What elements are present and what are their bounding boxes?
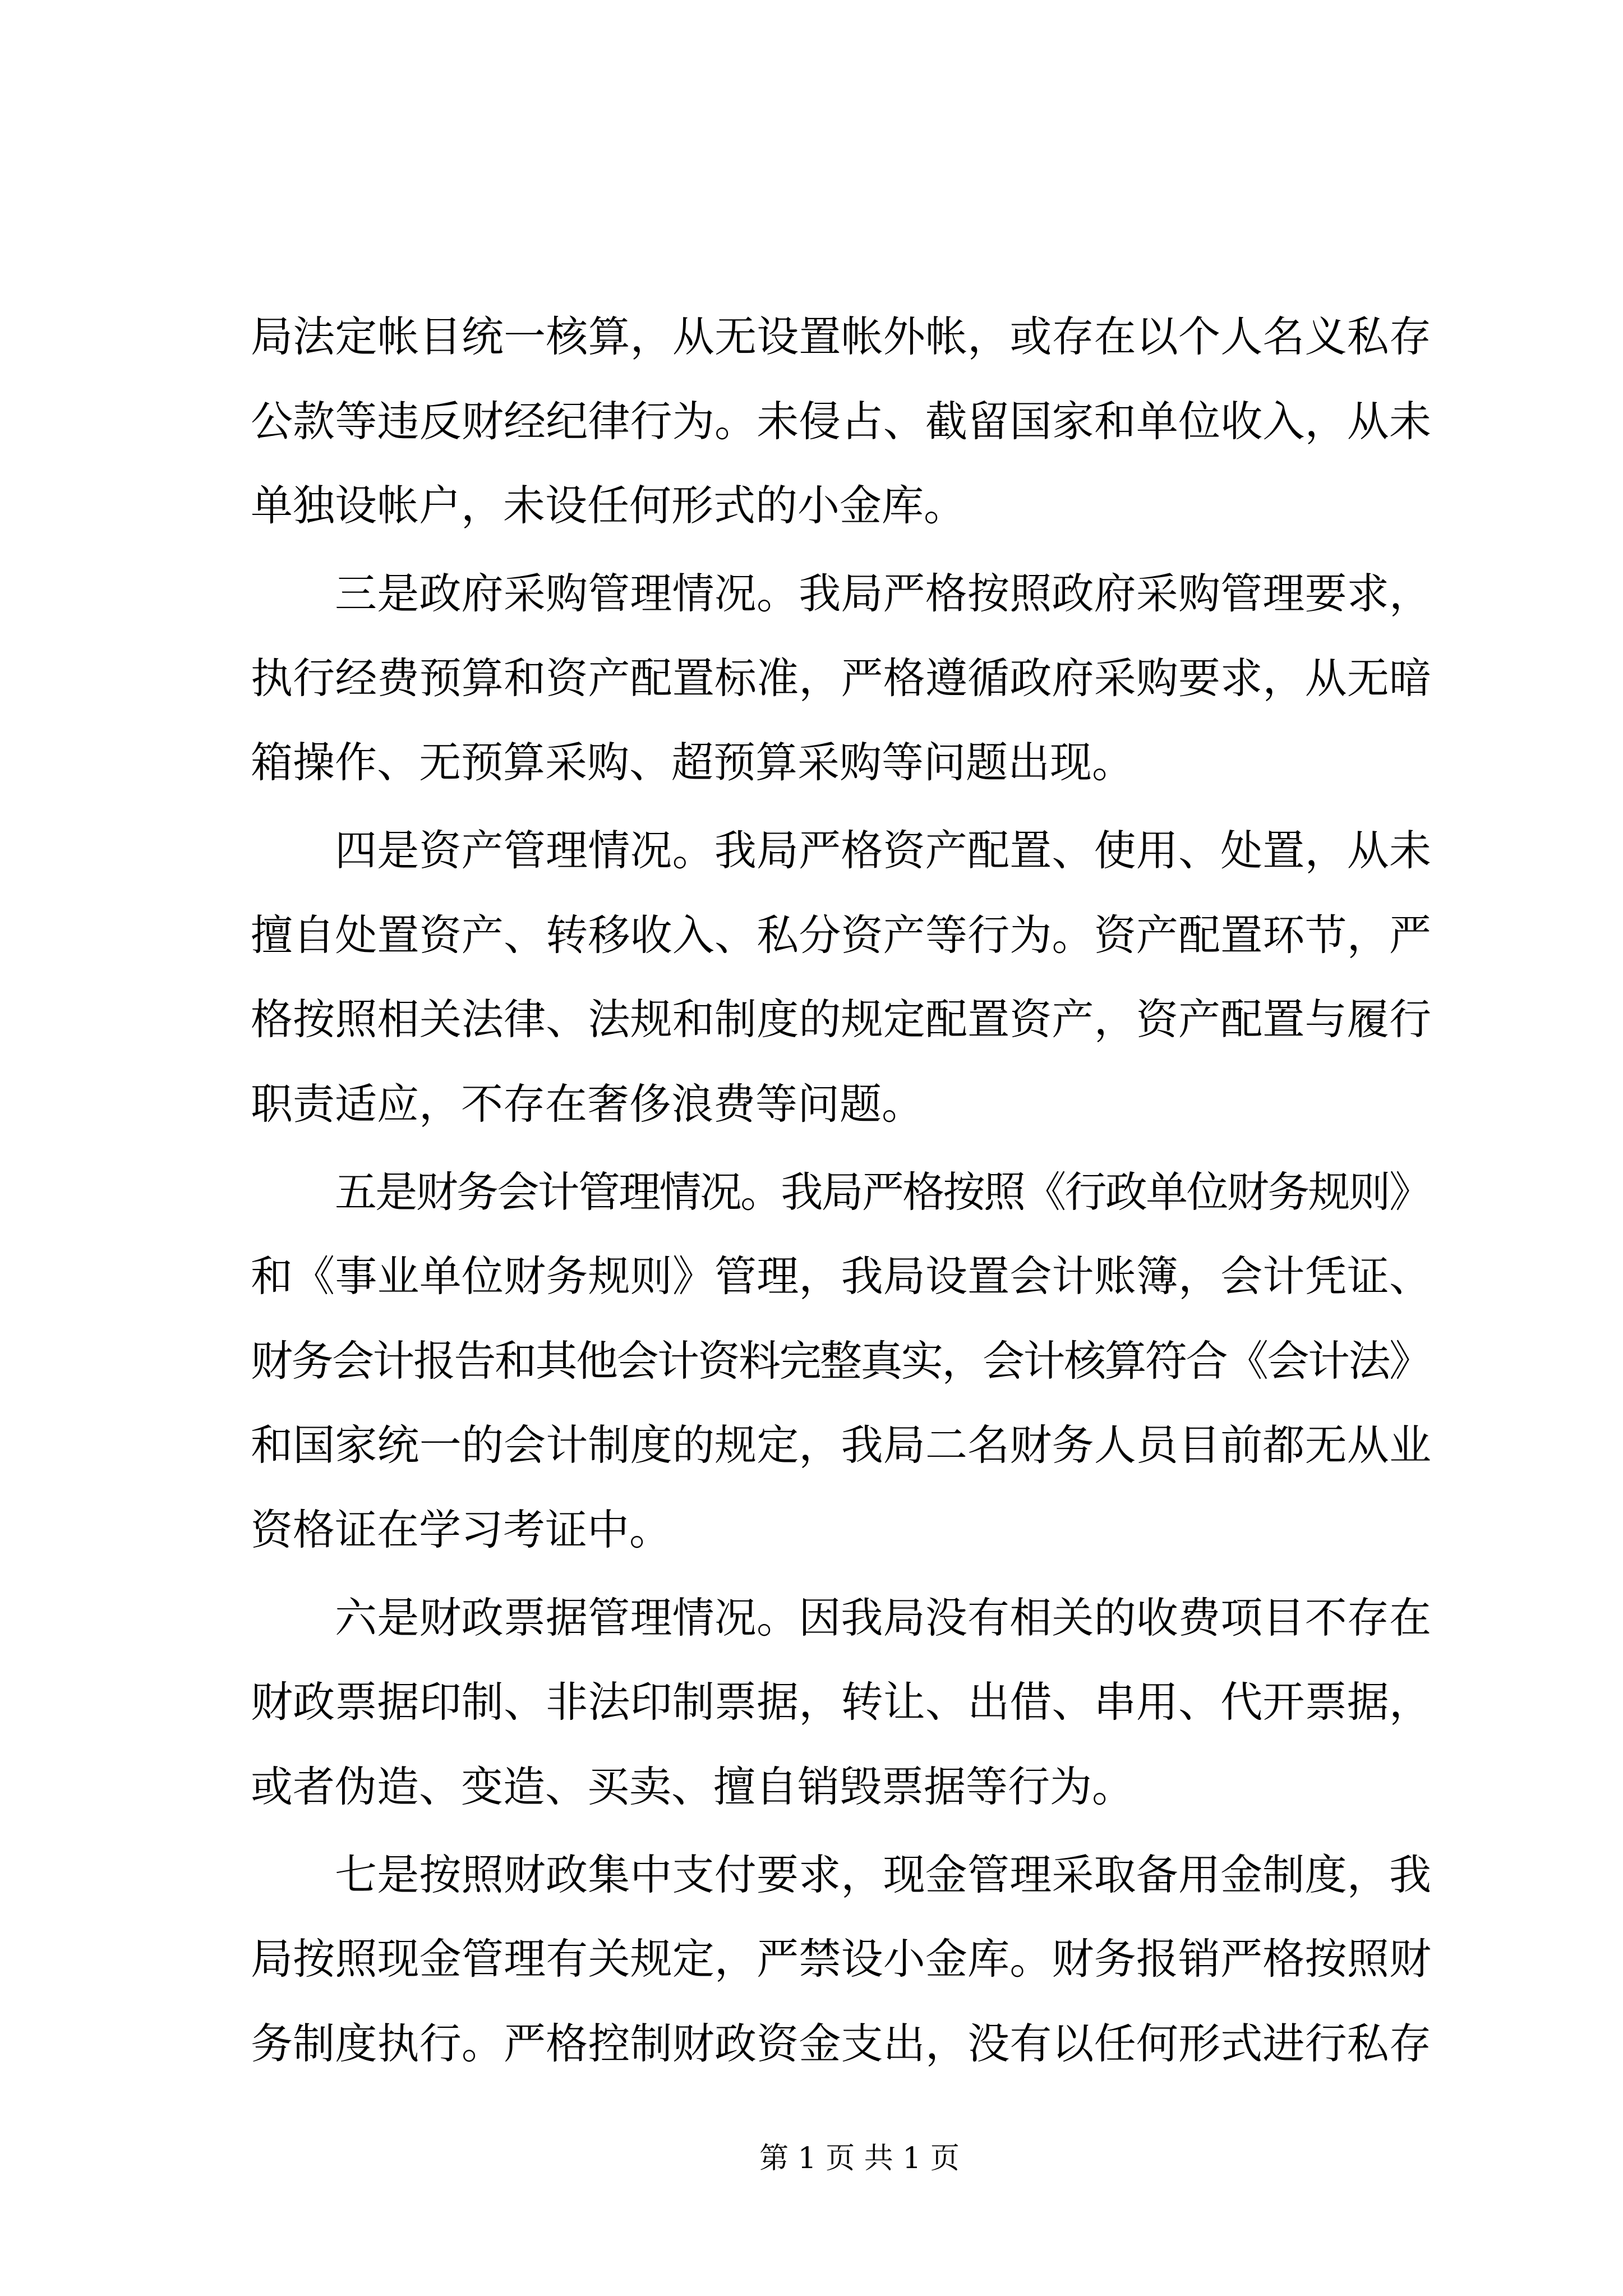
text-line [251,1745,1431,1829]
paragraph [251,808,1431,1146]
text-line [251,720,1431,805]
text-line-content: 三是政府采购管理情况。我局严格按照政府采购管理要求， [335,569,1432,618]
text-line [251,977,1431,1062]
text-line-content: 财务会计报告和其他会计资料完整真实，会计核算符合《会计法》 [251,1336,1430,1386]
text-line [251,1319,1431,1404]
text-line [251,1660,1431,1745]
text-line-content: 公款等违反财经纪律行为。未侵占、截留国家和单位收入，从未 [251,396,1432,446]
text-line [251,1488,1431,1572]
text-line [251,1234,1431,1319]
text-line-content: 四是资产管理情况。我局严格资产配置、使用、处置，从未 [335,826,1432,875]
paragraph [251,1833,1431,2086]
text-line-content: 格按照相关法律、法规和制度的规定配置资产，资产配置与履行 [251,995,1432,1044]
text-line [251,893,1431,978]
paragraph [251,551,1431,805]
text-line-content: 财政票据印制、非法印制票据，转让、出借、串用、代开票据， [251,1677,1432,1727]
text-line [251,2001,1431,2086]
text-line [251,1403,1431,1488]
text-line [251,379,1431,464]
text-line-content: 五是财务会计管理情况。我局严格按照《行政单位财务规则》 [335,1167,1430,1217]
text-line-content: 或者伪造、变造、买卖、擅自销毁票据等行为。 [251,1761,1135,1811]
text-line [251,1062,1431,1147]
document-body [251,295,1431,2086]
text-line-content: 七是按照财政集中支付要求，现金管理采取备用金制度，我 [335,1849,1432,1899]
page-footer: 第 1 页 共 1 页 [759,2142,960,2175]
text-line-content: 单独设帐户，未设任何形式的小金库。 [251,481,966,530]
text-line-content: 擅自处置资产、转移收入、私分资产等行为。资产配置环节，严 [251,910,1432,960]
paragraph [251,1150,1431,1572]
text-line [251,295,1431,379]
text-line-content: 六是财政票据管理情况。因我局没有相关的收费项目不存在 [335,1593,1432,1642]
text-line [251,463,1431,548]
text-line [251,1576,1431,1660]
text-line [251,1150,1431,1235]
text-line-content: 局按照现金管理有关规定，严禁设小金库。财务报销严格按照财 [251,1934,1432,1984]
text-line [251,636,1431,721]
text-line-content: 箱操作、无预算采购、超预算采购等问题出现。 [251,738,1135,787]
paragraph [251,295,1431,548]
text-line-content: 职责适应，不存在奢侈浪费等问题。 [251,1079,924,1129]
paragraph [251,1576,1431,1829]
text-line-content: 资格证在学习考证中。 [251,1504,672,1554]
text-line-content: 和《事业单位财务规则》管理，我局设置会计账簿，会计凭证、 [251,1251,1432,1301]
text-line [251,551,1431,636]
text-line-content: 执行经费预算和资产配置标准，严格遵循政府采购要求，从无暗 [251,653,1432,703]
text-line-content: 和国家统一的会计制度的规定，我局二名财务人员目前都无从业 [251,1420,1432,1470]
text-line [251,1917,1431,2001]
text-line-content: 局法定帐目统一核算，从无设置帐外帐，或存在以个人名义私存 [251,312,1432,361]
text-line [251,808,1431,893]
text-line [251,1833,1431,1917]
text-line-content: 务制度执行。严格控制财政资金支出，没有以任何形式进行私存 [251,2018,1432,2068]
